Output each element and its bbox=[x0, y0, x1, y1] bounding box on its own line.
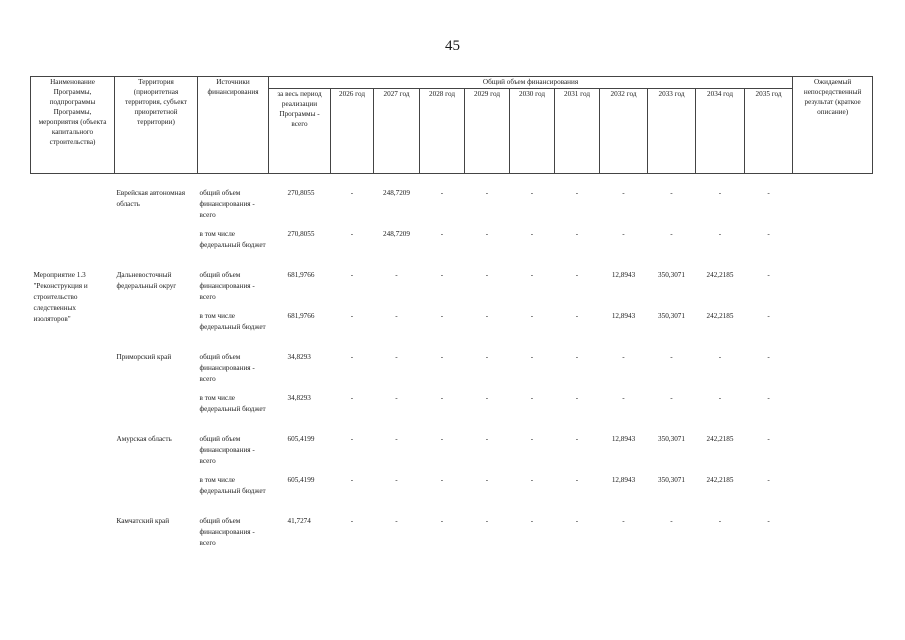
year-value-cell: - bbox=[622, 517, 625, 525]
measure-cell-empty bbox=[31, 227, 115, 268]
territory-cell bbox=[115, 473, 198, 514]
source-cell: в том числе федеральный бюджет bbox=[199, 230, 266, 249]
year-value-cell: - bbox=[440, 394, 444, 402]
year-value-cell: - bbox=[718, 230, 722, 238]
year-value-cell: - bbox=[350, 517, 354, 525]
year-value-cell: 350,3071 bbox=[658, 476, 685, 484]
year-value-cell: - bbox=[718, 517, 722, 525]
year-value-cell: - bbox=[440, 189, 444, 197]
year-value-cell: - bbox=[670, 189, 673, 197]
year-value-cell: - bbox=[575, 476, 579, 484]
total-cell: 605,4199 bbox=[287, 476, 315, 484]
year-value-cell: - bbox=[440, 230, 444, 238]
source-cell: общий объем финансирования - всего bbox=[199, 435, 255, 465]
year-value-cell: - bbox=[530, 271, 534, 279]
table-row bbox=[31, 473, 873, 514]
year-value-cell: 248,7209 bbox=[383, 189, 410, 197]
financing-table bbox=[30, 76, 873, 555]
year-value-cell: 350,3071 bbox=[658, 271, 685, 279]
source-cell: в том числе федеральный бюджет bbox=[199, 476, 266, 495]
table-row bbox=[31, 268, 873, 309]
year-value-cell: - bbox=[670, 517, 673, 525]
total-cell: 681,9766 bbox=[287, 271, 315, 279]
year-value-cell: - bbox=[767, 435, 770, 443]
year-value-cell: - bbox=[440, 312, 444, 320]
result-cell bbox=[793, 309, 873, 350]
territory-cell bbox=[115, 227, 198, 268]
year-value-cell: - bbox=[622, 353, 625, 361]
total-cell: 41,7274 bbox=[287, 517, 311, 525]
header-total-financing: Общий объем финансирования bbox=[269, 77, 793, 89]
header-year-2032: 2032 год bbox=[600, 89, 648, 174]
year-value-cell: - bbox=[622, 394, 625, 402]
table-row bbox=[31, 391, 873, 432]
year-value-cell: - bbox=[350, 271, 354, 279]
total-cell: 34,8293 bbox=[287, 394, 311, 402]
year-value-cell: - bbox=[530, 353, 534, 361]
year-value-cell: - bbox=[485, 353, 489, 361]
year-value-cell: - bbox=[485, 230, 489, 238]
year-value-cell: - bbox=[575, 435, 579, 443]
year-value-cell: - bbox=[530, 230, 534, 238]
measure-label: Мероприятие 1.3 "Реконструкция и строительство следственных изоляторов" bbox=[33, 271, 88, 323]
result-cell bbox=[793, 514, 873, 555]
year-value-cell: - bbox=[440, 517, 444, 525]
year-value-cell: - bbox=[767, 189, 770, 197]
year-value-cell: - bbox=[530, 189, 534, 197]
year-value-cell: - bbox=[395, 353, 398, 361]
year-value-cell: - bbox=[767, 230, 770, 238]
total-cell: 270,8055 bbox=[287, 189, 315, 197]
table-body bbox=[31, 174, 873, 556]
year-value-cell: 12,8943 bbox=[611, 271, 636, 279]
year-value-cell: - bbox=[395, 271, 398, 279]
source-cell: общий объем финансирования - всего bbox=[199, 271, 255, 301]
year-value-cell: - bbox=[718, 189, 722, 197]
header-sources: Источники финансирования bbox=[198, 77, 269, 174]
year-value-cell: - bbox=[350, 312, 354, 320]
year-value-cell: - bbox=[485, 435, 489, 443]
page-number: 45 bbox=[445, 38, 460, 54]
year-value-cell: - bbox=[395, 394, 398, 402]
result-cell bbox=[793, 350, 873, 391]
header-year-2027: 2027 год bbox=[374, 89, 420, 174]
year-value-cell: - bbox=[485, 394, 489, 402]
territory-cell: Приморский край bbox=[116, 353, 172, 361]
source-cell: общий объем финансирования - всего bbox=[199, 189, 255, 219]
result-cell bbox=[793, 473, 873, 514]
year-value-cell: - bbox=[350, 353, 354, 361]
header-year-2028: 2028 год bbox=[420, 89, 465, 174]
year-value-cell: - bbox=[485, 189, 489, 197]
year-value-cell: - bbox=[530, 476, 534, 484]
result-cell bbox=[793, 227, 873, 268]
year-value-cell: 248,7209 bbox=[383, 230, 410, 238]
year-value-cell: - bbox=[767, 312, 770, 320]
result-cell bbox=[793, 186, 873, 227]
year-value-cell: - bbox=[440, 476, 444, 484]
total-cell: 270,8055 bbox=[287, 230, 315, 238]
table-row bbox=[31, 227, 873, 268]
year-value-cell: - bbox=[530, 435, 534, 443]
year-value-cell: - bbox=[718, 394, 722, 402]
header-year-2034: 2034 год bbox=[696, 89, 745, 174]
measure-cell-empty bbox=[31, 186, 115, 227]
territory-cell: Амурская область bbox=[116, 435, 172, 443]
year-value-cell: - bbox=[575, 271, 579, 279]
year-value-cell: - bbox=[395, 312, 398, 320]
year-value-cell: 242,2185 bbox=[706, 476, 734, 484]
year-value-cell: - bbox=[767, 517, 770, 525]
year-value-cell: - bbox=[575, 517, 579, 525]
result-cell bbox=[793, 432, 873, 473]
year-value-cell: - bbox=[350, 230, 354, 238]
total-cell: 681,9766 bbox=[287, 312, 315, 320]
year-value-cell: - bbox=[395, 476, 398, 484]
year-value-cell: - bbox=[767, 476, 770, 484]
year-value-cell: - bbox=[767, 394, 770, 402]
year-value-cell: 242,2185 bbox=[706, 271, 734, 279]
year-value-cell: - bbox=[350, 435, 354, 443]
territory-cell: Камчатский край bbox=[116, 517, 170, 525]
year-value-cell: - bbox=[485, 517, 489, 525]
territory-cell bbox=[115, 309, 198, 350]
header-year-2026: 2026 год bbox=[331, 89, 374, 174]
table-row bbox=[31, 350, 873, 391]
year-value-cell: - bbox=[670, 353, 673, 361]
year-value-cell: 242,2185 bbox=[706, 435, 734, 443]
header-name: Наименование Программы, подпрограммы Программы, мероприятия (объекта капитального строительства) bbox=[31, 77, 115, 174]
header-all-period: за весь период реализации Программы - всего bbox=[269, 89, 331, 174]
year-value-cell: 242,2185 bbox=[706, 312, 734, 320]
year-value-cell: - bbox=[575, 230, 579, 238]
year-value-cell: - bbox=[485, 476, 489, 484]
year-value-cell: - bbox=[575, 353, 579, 361]
territory-cell bbox=[115, 391, 198, 432]
year-value-cell: - bbox=[670, 230, 673, 238]
year-value-cell: 12,8943 bbox=[611, 476, 636, 484]
year-value-cell: - bbox=[350, 189, 354, 197]
year-value-cell: - bbox=[767, 353, 770, 361]
header-year-2030: 2030 год bbox=[510, 89, 555, 174]
year-value-cell: - bbox=[395, 435, 398, 443]
source-cell: общий объем финансирования - всего bbox=[199, 353, 255, 383]
year-value-cell: - bbox=[530, 312, 534, 320]
table-row bbox=[31, 186, 873, 227]
year-value-cell: 12,8943 bbox=[611, 312, 636, 320]
year-value-cell: - bbox=[485, 312, 489, 320]
year-value-cell: - bbox=[575, 189, 579, 197]
year-value-cell: - bbox=[670, 394, 673, 402]
table-row bbox=[31, 432, 873, 473]
table-header bbox=[31, 77, 873, 174]
year-value-cell: 350,3071 bbox=[658, 312, 685, 320]
territory-cell: Дальневосточный федеральный округ bbox=[116, 271, 177, 290]
header-year-2033: 2033 год bbox=[648, 89, 696, 174]
year-value-cell: - bbox=[767, 271, 770, 279]
year-value-cell: - bbox=[622, 189, 625, 197]
year-value-cell: - bbox=[485, 271, 489, 279]
year-value-cell: 12,8943 bbox=[611, 435, 636, 443]
year-value-cell: - bbox=[530, 394, 534, 402]
year-value-cell: 350,3071 bbox=[658, 435, 685, 443]
header-year-2031: 2031 год bbox=[555, 89, 600, 174]
header-year-2029: 2029 год bbox=[465, 89, 510, 174]
header-territory: Территория (приоритетная территория, субъект приоритетной территории) bbox=[115, 77, 198, 174]
source-cell: в том числе федеральный бюджет bbox=[199, 394, 266, 413]
year-value-cell: - bbox=[440, 435, 444, 443]
total-cell: 34,8293 bbox=[287, 353, 311, 361]
year-value-cell: - bbox=[395, 517, 398, 525]
source-cell: в том числе федеральный бюджет bbox=[199, 312, 266, 331]
year-value-cell: - bbox=[718, 353, 722, 361]
year-value-cell: - bbox=[530, 517, 534, 525]
year-value-cell: - bbox=[440, 353, 444, 361]
header-result: Ожидаемый непосредственный результат (краткое описание) bbox=[793, 77, 873, 174]
territory-cell: Еврейская автономная область bbox=[116, 189, 186, 208]
year-value-cell: - bbox=[575, 394, 579, 402]
table-row bbox=[31, 309, 873, 350]
year-value-cell: - bbox=[622, 230, 625, 238]
header-year-2035: 2035 год bbox=[745, 89, 793, 174]
total-cell: 605,4199 bbox=[287, 435, 315, 443]
year-value-cell: - bbox=[350, 394, 354, 402]
year-value-cell: - bbox=[575, 312, 579, 320]
table-row bbox=[31, 514, 873, 555]
year-value-cell: - bbox=[440, 271, 444, 279]
result-cell bbox=[793, 268, 873, 309]
year-value-cell: - bbox=[350, 476, 354, 484]
result-cell bbox=[793, 391, 873, 432]
source-cell: общий объем финансирования - всего bbox=[199, 517, 255, 547]
